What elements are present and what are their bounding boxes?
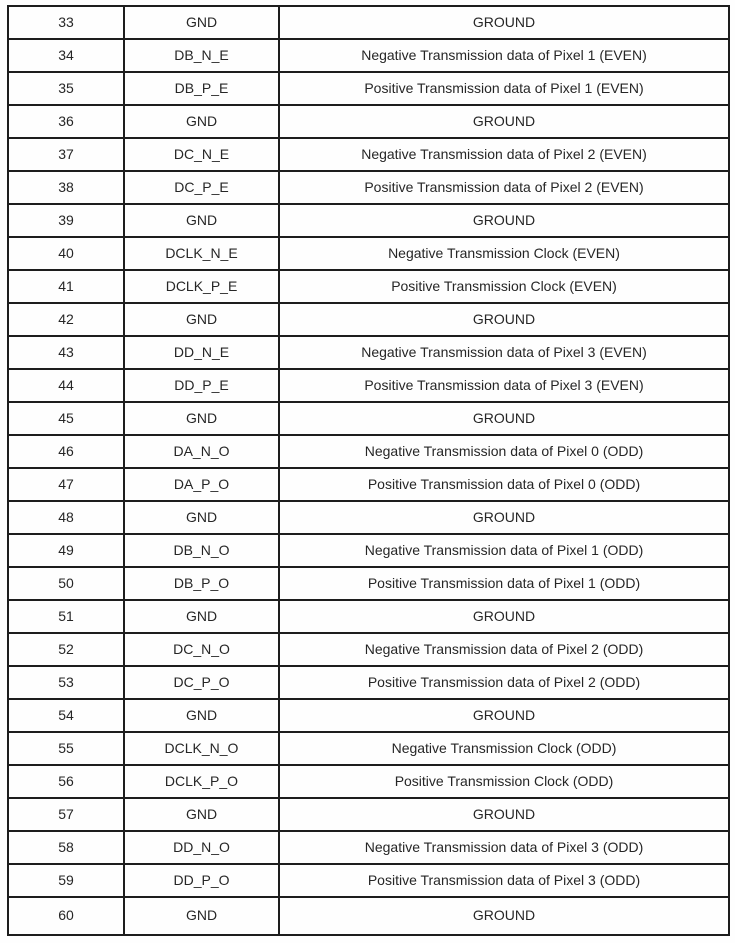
table-row xyxy=(8,270,729,303)
signal-description-cell: GROUND xyxy=(279,6,729,39)
table-row xyxy=(8,666,729,699)
signal-description-cell: GROUND xyxy=(279,204,729,237)
pin-number-cell: 57 xyxy=(8,798,124,831)
pin-number-cell: 40 xyxy=(8,237,124,270)
pin-number-cell: 56 xyxy=(8,765,124,798)
signal-symbol-cell: DC_P_O xyxy=(124,666,279,699)
pin-number-cell: 42 xyxy=(8,303,124,336)
table-row xyxy=(8,468,729,501)
signal-symbol-cell: DC_N_E xyxy=(124,138,279,171)
signal-description-cell: GROUND xyxy=(279,303,729,336)
signal-symbol-cell: DCLK_P_E xyxy=(124,270,279,303)
pin-number-cell: 59 xyxy=(8,864,124,897)
pin-number-cell: 52 xyxy=(8,633,124,666)
table-row xyxy=(8,831,729,864)
table-row xyxy=(8,369,729,402)
signal-symbol-cell: DCLK_P_O xyxy=(124,765,279,798)
signal-symbol-cell: GND xyxy=(124,204,279,237)
signal-description-cell: Negative Transmission data of Pixel 2 (ODD) xyxy=(279,633,729,666)
signal-symbol-cell: GND xyxy=(124,699,279,732)
table-row xyxy=(8,336,729,369)
table-row xyxy=(8,72,729,105)
table-row xyxy=(8,171,729,204)
signal-symbol-cell: DA_N_O xyxy=(124,435,279,468)
table-row xyxy=(8,732,729,765)
signal-symbol-cell: DC_P_E xyxy=(124,171,279,204)
signal-description-cell: Positive Transmission data of Pixel 2 (ODD) xyxy=(279,666,729,699)
pin-number-cell: 51 xyxy=(8,600,124,633)
pin-number-cell: 45 xyxy=(8,402,124,435)
pin-number-cell: 35 xyxy=(8,72,124,105)
signal-symbol-cell: GND xyxy=(124,105,279,138)
signal-description-cell: Negative Transmission data of Pixel 3 (ODD) xyxy=(279,831,729,864)
signal-symbol-cell: DD_P_E xyxy=(124,369,279,402)
signal-description-cell: Negative Transmission Clock (ODD) xyxy=(279,732,729,765)
signal-description-cell: GROUND xyxy=(279,501,729,534)
table-row xyxy=(8,138,729,171)
signal-description-cell: Negative Transmission data of Pixel 1 (ODD) xyxy=(279,534,729,567)
table-row xyxy=(8,237,729,270)
signal-symbol-cell: DB_N_O xyxy=(124,534,279,567)
table-row xyxy=(8,567,729,600)
table-row xyxy=(8,435,729,468)
signal-symbol-cell: GND xyxy=(124,303,279,336)
signal-description-cell: GROUND xyxy=(279,105,729,138)
signal-symbol-cell: GND xyxy=(124,6,279,39)
pin-number-cell: 49 xyxy=(8,534,124,567)
signal-description-cell: Negative Transmission data of Pixel 3 (EVEN) xyxy=(279,336,729,369)
signal-description-cell: Positive Transmission Clock (ODD) xyxy=(279,765,729,798)
table-row xyxy=(8,798,729,831)
table-row xyxy=(8,864,729,897)
pin-number-cell: 37 xyxy=(8,138,124,171)
signal-description-cell: Positive Transmission Clock (EVEN) xyxy=(279,270,729,303)
signal-symbol-cell: DB_P_O xyxy=(124,567,279,600)
pin-number-cell: 44 xyxy=(8,369,124,402)
signal-description-cell: Positive Transmission data of Pixel 1 (ODD) xyxy=(279,567,729,600)
table-row xyxy=(8,633,729,666)
signal-symbol-cell: DD_N_O xyxy=(124,831,279,864)
pin-number-cell: 46 xyxy=(8,435,124,468)
signal-description-cell: Negative Transmission Clock (EVEN) xyxy=(279,237,729,270)
pin-number-cell: 53 xyxy=(8,666,124,699)
pin-number-cell: 47 xyxy=(8,468,124,501)
pin-number-cell: 55 xyxy=(8,732,124,765)
table-row xyxy=(8,39,729,72)
signal-description-cell: Negative Transmission data of Pixel 1 (EVEN) xyxy=(279,39,729,72)
table-row xyxy=(8,6,729,39)
signal-description-cell: Negative Transmission data of Pixel 0 (ODD) xyxy=(279,435,729,468)
signal-description-cell: GROUND xyxy=(279,600,729,633)
signal-description-cell: GROUND xyxy=(279,699,729,732)
signal-description-cell: Negative Transmission data of Pixel 2 (EVEN) xyxy=(279,138,729,171)
table-row xyxy=(8,501,729,534)
pin-number-cell: 39 xyxy=(8,204,124,237)
table-row xyxy=(8,534,729,567)
signal-description-cell: Positive Transmission data of Pixel 1 (EVEN) xyxy=(279,72,729,105)
pin-number-cell: 50 xyxy=(8,567,124,600)
pin-number-cell: 41 xyxy=(8,270,124,303)
signal-symbol-cell: GND xyxy=(124,897,279,935)
pin-number-cell: 38 xyxy=(8,171,124,204)
signal-symbol-cell: DD_N_E xyxy=(124,336,279,369)
signal-symbol-cell: DCLK_N_O xyxy=(124,732,279,765)
pin-number-cell: 48 xyxy=(8,501,124,534)
table-row xyxy=(8,105,729,138)
table-row xyxy=(8,600,729,633)
table-row xyxy=(8,699,729,732)
signal-description-cell: Positive Transmission data of Pixel 2 (EVEN) xyxy=(279,171,729,204)
signal-symbol-cell: GND xyxy=(124,402,279,435)
pin-number-cell: 36 xyxy=(8,105,124,138)
signal-description-cell: Positive Transmission data of Pixel 3 (ODD) xyxy=(279,864,729,897)
table-row xyxy=(8,897,729,935)
signal-description-cell: GROUND xyxy=(279,897,729,935)
table-row xyxy=(8,303,729,336)
signal-symbol-cell: DCLK_N_E xyxy=(124,237,279,270)
signal-symbol-cell: DC_N_O xyxy=(124,633,279,666)
pin-number-cell: 54 xyxy=(8,699,124,732)
pin-number-cell: 34 xyxy=(8,39,124,72)
pin-number-cell: 58 xyxy=(8,831,124,864)
table-row xyxy=(8,765,729,798)
signal-description-cell: Positive Transmission data of Pixel 3 (EVEN) xyxy=(279,369,729,402)
pin-number-cell: 43 xyxy=(8,336,124,369)
signal-symbol-cell: DA_P_O xyxy=(124,468,279,501)
signal-symbol-cell: DB_N_E xyxy=(124,39,279,72)
signal-symbol-cell: GND xyxy=(124,501,279,534)
signal-symbol-cell: GND xyxy=(124,798,279,831)
signal-symbol-cell: GND xyxy=(124,600,279,633)
pin-number-cell: 33 xyxy=(8,6,124,39)
signal-symbol-cell: DD_P_O xyxy=(124,864,279,897)
signal-description-cell: GROUND xyxy=(279,798,729,831)
signal-symbol-cell: DB_P_E xyxy=(124,72,279,105)
table-row xyxy=(8,402,729,435)
signal-description-cell: GROUND xyxy=(279,402,729,435)
table-row xyxy=(8,204,729,237)
pin-number-cell: 60 xyxy=(8,897,124,935)
signal-description-cell: Positive Transmission data of Pixel 0 (ODD) xyxy=(279,468,729,501)
pin-assignment-table xyxy=(7,5,730,936)
